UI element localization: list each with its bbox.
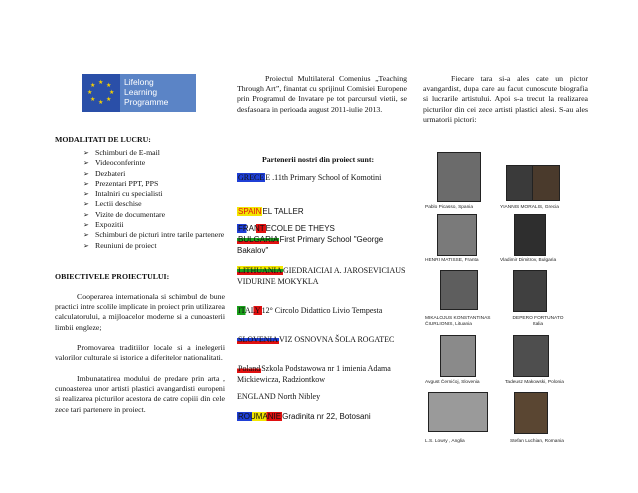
painter-portrait-ciurlionis bbox=[440, 270, 478, 310]
country-label: GRECE bbox=[238, 173, 265, 182]
list-item: ➢ Lectii deschise bbox=[83, 199, 225, 209]
eu-flag-icon: ★ ★ ★ ★ ★ ★ ★ ★ bbox=[82, 74, 120, 112]
obiective-title: OBIECTIVELE PROIECTULUI: bbox=[55, 272, 170, 281]
partners-title: Partenerii nostri din proiect sunt: bbox=[262, 155, 375, 164]
list-item: ➢ Dezbateri bbox=[83, 169, 225, 179]
painter-portrait-depero bbox=[513, 270, 547, 312]
obiectiv-paragraph-2: Promovarea traditiilor locale si a inelegerii valorilor culturale si istorice a diferitelor nationalitati. bbox=[55, 343, 225, 363]
list-item: ➢ Videoconferinte bbox=[83, 158, 225, 168]
painter-caption: MIKALOJUS KONSTANTINAS ČIURLIONIS, Lituania bbox=[425, 316, 491, 327]
painter-caption: YIANNIS MORALIS, Grecia bbox=[500, 205, 559, 210]
lifelong-learning-logo bbox=[82, 74, 196, 112]
country-label: FRANT bbox=[238, 224, 265, 233]
list-item: ➢ Intalniri cu specialisti bbox=[83, 189, 225, 199]
partner-england: ENGLAND North Nibley bbox=[237, 392, 321, 401]
painters-intro: Fiecare tara si-a ales cate un pictor avangardist, dupa care au facut cunoscute biografia si lucrarile artistului. Apoi s-a trecut la realizarea picturilor din cei zece artisti plastici alesi. S-au ales urmatorii pictori: bbox=[423, 74, 588, 124]
country-label: SLOVENIA bbox=[238, 335, 278, 344]
painter-portrait-moralis-2 bbox=[532, 165, 560, 201]
painter-portrait-makowski bbox=[513, 335, 549, 377]
painter-portrait-matisse bbox=[437, 214, 477, 256]
painter-portrait-moralis bbox=[506, 165, 534, 201]
partner-bulgaria: BULGARIAFirst Primary School "George Bakalov" bbox=[237, 235, 384, 255]
list-item: ➢ Schimburi de E-mail bbox=[83, 148, 225, 158]
modalitati-title: MODALITATI DE LUCRU: bbox=[55, 135, 151, 144]
obiectiv-paragraph-1: Cooperarea internationala si schimbul de bune practici intre scolile implicate in proiect prin utilizarea calculatorului, a mijloacelor moderne si a cunoasterii limbii engleze; bbox=[55, 292, 225, 332]
painter-portrait-lowry bbox=[428, 392, 488, 432]
country-label: LITHUANIA bbox=[238, 266, 282, 275]
partner-france: FRANTECOLE DE THEYS bbox=[238, 224, 335, 233]
painter-caption: DEPERO FORTUNATO Italia bbox=[512, 316, 564, 327]
partner-romania: ROUMANIEGradinita nr 22, Botosani bbox=[238, 412, 371, 421]
painter-portrait-picasso bbox=[437, 152, 481, 202]
painter-caption: Avgust Černićoj, Slovenia bbox=[425, 380, 480, 385]
partner-italy: ITALY12° Circolo Didattico Livio Tempesta bbox=[238, 306, 383, 315]
country-label: SPAIN bbox=[238, 207, 262, 216]
painter-caption: HENRI MATISSE, Franta bbox=[425, 258, 479, 263]
country-label: BULGARIA bbox=[238, 235, 279, 244]
painter-caption: Stefan Luchian, Romania bbox=[510, 439, 564, 444]
partner-poland: PolandSzkola Podstawowa nr 1 imienia Adama Mickiewicza, Radziontkow bbox=[237, 364, 391, 384]
painter-portrait-cernigoj bbox=[440, 335, 476, 377]
painter-portrait-dimitrov bbox=[514, 214, 546, 256]
partner-lithuania: LITHUANIAGIEDRAICIAI A. JAROSEVICIAUS VIDURINE MOKYKLA bbox=[237, 266, 406, 286]
partner-greece: GRECEE .11th Primary School of Komotini bbox=[238, 173, 382, 182]
list-item: ➢ Expozitii bbox=[83, 220, 225, 230]
country-label: ENGLAND bbox=[237, 392, 276, 401]
painter-portrait-luchian bbox=[514, 392, 548, 434]
list-item: ➢ Schimburi de picturi intre tarile partenere bbox=[83, 230, 225, 240]
country-label: ITALY bbox=[238, 306, 261, 315]
country-label: ROUMANIE bbox=[238, 412, 282, 421]
partner-slovenia: SLOVENIAVIZ OSNOVNA ŠOLA ROGATEC bbox=[238, 335, 395, 344]
painter-caption: Pablo Picasso, Spania bbox=[425, 205, 473, 210]
list-item: ➢ Reuniuni de proiect bbox=[83, 241, 225, 251]
project-intro: Proiectul Multilateral Comenius „Teaching Through Art”, finantat cu sprijinul Comisiei Europene prin Programul de Invatare pe tot parcursul vietii, se desfasoara in perioada august 2011-iulie 2013. bbox=[237, 74, 407, 114]
partner-spain: SPAINEL TALLER bbox=[238, 207, 304, 216]
painter-caption: Tadeusz Makowski, Polonia bbox=[505, 380, 564, 385]
logo-text: Lifelong Learning Programme bbox=[120, 74, 196, 112]
painter-caption: L.S. Lowry , Anglia bbox=[425, 439, 465, 444]
modalitati-list bbox=[83, 148, 225, 251]
country-label: Poland bbox=[238, 364, 261, 373]
list-item: ➢ Vizite de documentare bbox=[83, 210, 225, 220]
painter-caption: Vladimir Dimitrov, Bulgaria bbox=[500, 258, 557, 263]
list-item: ➢ Prezentari PPT, PPS bbox=[83, 179, 225, 189]
obiectiv-paragraph-3: Imbunatatirea modului de predare prin arta , cunoasterea unor artisti plastici avangardisti europeni si realizarea picturilor acestora de catre copiii din cele zece tari partenere in proiect. bbox=[55, 374, 225, 414]
